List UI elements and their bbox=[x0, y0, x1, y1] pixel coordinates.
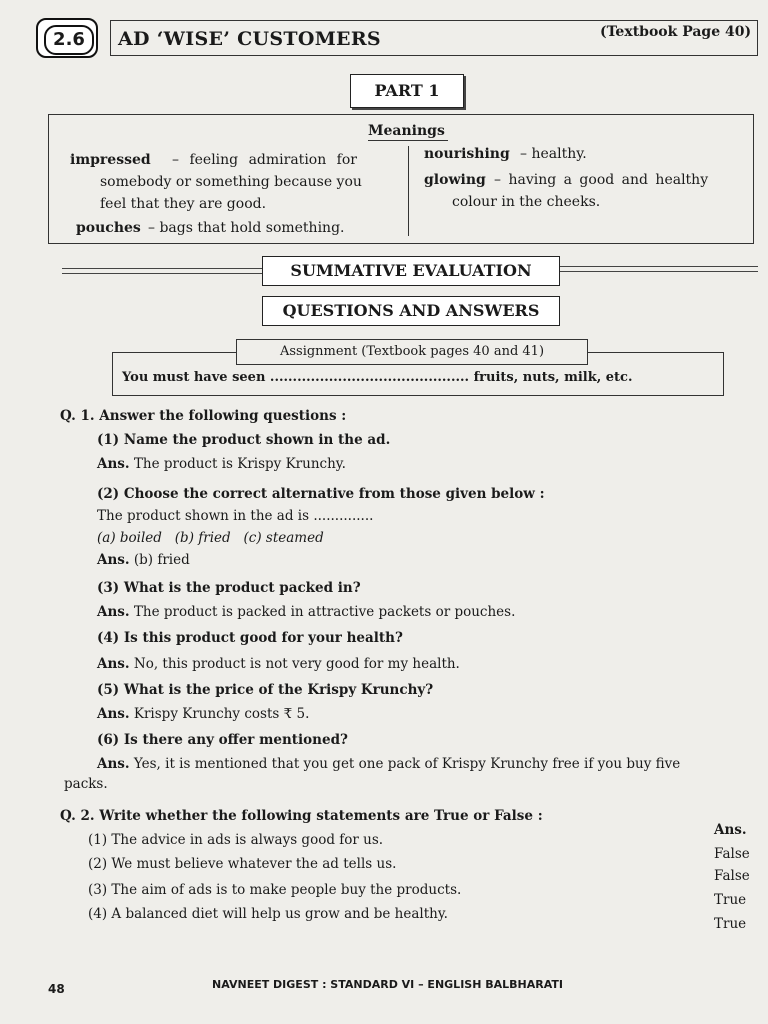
assignment-text: You must have seen ............................................ fruits, nuts, milk, etc. bbox=[122, 370, 633, 385]
section-number: 2.6 bbox=[44, 25, 94, 55]
q1-2-question: (2) Choose the correct alternative from those given below : bbox=[97, 486, 545, 502]
def-glowing-2: colour in the cheeks. bbox=[452, 194, 601, 210]
def-impressed-1: – feeling admiration for bbox=[172, 152, 357, 168]
q2-answer-1: False bbox=[714, 846, 750, 862]
def-impressed-3: feel that they are good. bbox=[100, 196, 267, 212]
q1-3-question: (3) What is the product packed in? bbox=[97, 580, 361, 596]
q1-1-answer: Ans. The product is Krispy Krunchy. bbox=[97, 456, 346, 472]
meanings-title: Meanings bbox=[368, 123, 445, 139]
q2-answer-2: False bbox=[714, 868, 750, 884]
q1-6-answer-cont: packs. bbox=[64, 776, 108, 792]
term-impressed: impressed bbox=[70, 152, 151, 168]
term-nourishing: nourishing bbox=[424, 146, 510, 162]
term-pouches: pouches bbox=[76, 220, 141, 236]
page-number: 48 bbox=[48, 982, 65, 996]
qa-title: QUESTIONS AND ANSWERS bbox=[262, 296, 560, 326]
summative-title: SUMMATIVE EVALUATION bbox=[262, 256, 560, 286]
q1-6-answer: Ans. Yes, it is mentioned that you get one pack of Krispy Krunchy free if you buy five bbox=[97, 756, 681, 772]
rule-right bbox=[560, 266, 758, 272]
q1-2-stem: The product shown in the ad is .............. bbox=[97, 508, 374, 524]
q1-heading: Q. 1. Answer the following questions : bbox=[60, 408, 347, 424]
q1-1-question: (1) Name the product shown in the ad. bbox=[97, 432, 391, 448]
section-badge bbox=[36, 18, 98, 58]
rule-left bbox=[62, 268, 262, 274]
assignment-label: Assignment (Textbook pages 40 and 41) bbox=[236, 339, 588, 365]
q1-6-question: (6) Is there any offer mentioned? bbox=[97, 732, 348, 748]
q2-answer-4: True bbox=[714, 916, 747, 932]
q2-ans-header: Ans. bbox=[714, 822, 747, 838]
term-glowing: glowing bbox=[424, 172, 486, 188]
q1-5-answer: Ans. Krispy Krunchy costs ₹ 5. bbox=[97, 706, 310, 722]
def-nourishing: – healthy. bbox=[520, 146, 587, 162]
q2-statement-3: (3) The aim of ads is to make people buy the products. bbox=[88, 882, 462, 898]
q2-statement-1: (1) The advice in ads is always good for us. bbox=[88, 832, 384, 848]
chapter-title: AD ‘WISE’ CUSTOMERS bbox=[118, 28, 381, 50]
q2-heading: Q. 2. Write whether the following statements are True or False : bbox=[60, 808, 543, 824]
footer-publisher: NAVNEET DIGEST : STANDARD VI – ENGLISH BALBHARATI bbox=[212, 978, 563, 991]
q1-5-question: (5) What is the price of the Krispy Krunchy? bbox=[97, 682, 434, 698]
q1-2-answer: Ans. (b) fried bbox=[97, 552, 190, 568]
q1-2-options: (a) boiled (b) fried (c) steamed bbox=[97, 530, 324, 546]
q1-3-answer: Ans. The product is packed in attractive packets or pouches. bbox=[97, 604, 516, 620]
q2-answer-3: True bbox=[714, 892, 747, 908]
q2-statement-4: (4) A balanced diet will help us grow and be healthy. bbox=[88, 906, 448, 922]
q1-4-question: (4) Is this product good for your health? bbox=[97, 630, 403, 646]
q2-statement-2: (2) We must believe whatever the ad tells us. bbox=[88, 856, 397, 872]
meanings-divider bbox=[408, 146, 409, 236]
def-glowing-1: – having a good and healthy bbox=[494, 172, 709, 188]
part-label: PART 1 bbox=[350, 74, 464, 108]
meanings-underline bbox=[368, 140, 448, 141]
q1-4-answer: Ans. No, this product is not very good for my health. bbox=[97, 656, 460, 672]
def-pouches: – bags that hold something. bbox=[148, 220, 345, 236]
textbook-page-ref: (Textbook Page 40) bbox=[600, 24, 752, 40]
def-impressed-2: somebody or something because you bbox=[100, 174, 362, 190]
